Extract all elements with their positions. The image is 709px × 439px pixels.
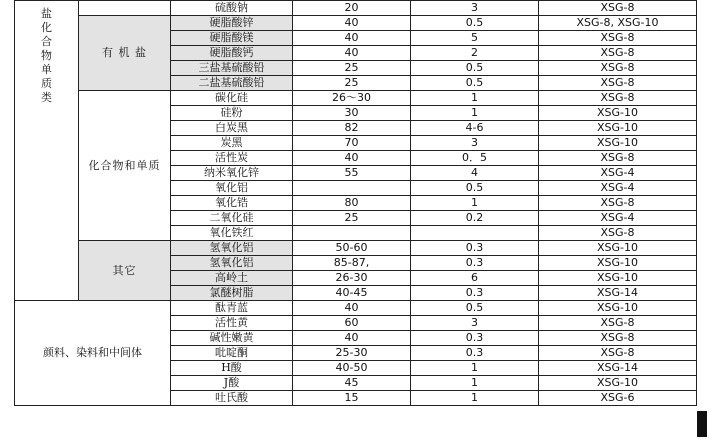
- item-model: XSG-10: [539, 376, 697, 391]
- item-value-1: 25: [293, 211, 411, 226]
- item-name: J酸: [171, 376, 293, 391]
- item-name: 纳米氧化锌: [171, 166, 293, 181]
- item-value-2: 0.2: [411, 211, 539, 226]
- subgroup-other: 其它: [79, 241, 171, 301]
- item-value-2: 3: [411, 1, 539, 16]
- item-value-1: 40: [293, 331, 411, 346]
- item-name: 硫酸钠: [171, 1, 293, 16]
- item-model: XSG-8, XSG-10: [539, 16, 697, 31]
- scan-edge-mark: [697, 411, 707, 437]
- group-cell-salts: [15, 1, 79, 301]
- item-model: XSG-8: [539, 1, 697, 16]
- item-value-2: 6: [411, 271, 539, 286]
- item-name: 吡啶酮: [171, 346, 293, 361]
- item-value-1: 55: [293, 166, 411, 181]
- item-value-1: 70: [293, 136, 411, 151]
- item-model: XSG-6: [539, 391, 697, 406]
- item-value-1: 20: [293, 1, 411, 16]
- item-value-2: 0.3: [411, 331, 539, 346]
- item-value-1: 40: [293, 46, 411, 61]
- item-value-2: 0.5: [411, 181, 539, 196]
- item-model: XSG-10: [539, 136, 697, 151]
- item-value-2: 3: [411, 136, 539, 151]
- item-model: XSG-8: [539, 316, 697, 331]
- item-value-2: 0．5: [411, 151, 539, 166]
- item-value-1: 40: [293, 151, 411, 166]
- item-value-2: 1: [411, 361, 539, 376]
- table-row: [15, 16, 697, 31]
- item-name: H酸: [171, 361, 293, 376]
- item-name: 氧化铁红: [171, 226, 293, 241]
- group-char: 物: [41, 49, 52, 62]
- item-value-1: [293, 226, 411, 241]
- item-value-2: 0.5: [411, 301, 539, 316]
- subgroup-organic-salts: 有 机 盐: [79, 16, 171, 91]
- item-name: 高岭土: [171, 271, 293, 286]
- item-value-2: 1: [411, 196, 539, 211]
- item-model: XSG-8: [539, 91, 697, 106]
- item-model: XSG-10: [539, 106, 697, 121]
- item-value-2: 1: [411, 376, 539, 391]
- item-name: 酞青蓝: [171, 301, 293, 316]
- item-value-2: 0.5: [411, 16, 539, 31]
- item-name: 白炭黑: [171, 121, 293, 136]
- item-value-1: 30: [293, 106, 411, 121]
- item-model: XSG-8: [539, 61, 697, 76]
- group-char: 质: [41, 77, 52, 90]
- item-value-1: 25-30: [293, 346, 411, 361]
- item-value-2: 3: [411, 316, 539, 331]
- item-model: XSG-8: [539, 196, 697, 211]
- item-value-2: 4-6: [411, 121, 539, 136]
- item-value-1: 40-50: [293, 361, 411, 376]
- item-value-2: 5: [411, 31, 539, 46]
- item-value-2: 4: [411, 166, 539, 181]
- item-model: XSG-8: [539, 346, 697, 361]
- item-model: XSG-10: [539, 271, 697, 286]
- item-name: 三盐基硫酸铅: [171, 61, 293, 76]
- item-name: 活性黄: [171, 316, 293, 331]
- item-value-2: 0.3: [411, 241, 539, 256]
- group-char: 单: [41, 63, 52, 76]
- item-model: XSG-4: [539, 211, 697, 226]
- item-value-1: 26～30: [293, 91, 411, 106]
- item-value-1: [293, 181, 411, 196]
- item-model: XSG-8: [539, 226, 697, 241]
- item-model: XSG-8: [539, 76, 697, 91]
- item-model: XSG-4: [539, 166, 697, 181]
- item-model: XSG-8: [539, 331, 697, 346]
- item-name: 吐氏酸: [171, 391, 293, 406]
- item-name: 碱性嫩黄: [171, 331, 293, 346]
- item-model: XSG-4: [539, 181, 697, 196]
- item-model: XSG-8: [539, 31, 697, 46]
- table-row: [15, 241, 697, 256]
- item-name: 活性炭: [171, 151, 293, 166]
- item-name: 硬脂酸锌: [171, 16, 293, 31]
- group-char: 合: [41, 35, 52, 48]
- item-value-1: 25: [293, 61, 411, 76]
- item-value-1: 50-60: [293, 241, 411, 256]
- item-model: XSG-8: [539, 151, 697, 166]
- group-char: 类: [41, 91, 52, 104]
- item-value-2: 1: [411, 106, 539, 121]
- item-value-2: 0.3: [411, 346, 539, 361]
- item-model: XSG-14: [539, 286, 697, 301]
- item-value-1: 25: [293, 76, 411, 91]
- item-name: 硬脂酸镁: [171, 31, 293, 46]
- item-model: XSG-8: [539, 46, 697, 61]
- item-name: 氧化锆: [171, 196, 293, 211]
- item-model: XSG-10: [539, 301, 697, 316]
- group-cell-pigments: 颜料、染料和中间体: [15, 301, 171, 406]
- item-value-1: 15: [293, 391, 411, 406]
- item-value-1: 40: [293, 301, 411, 316]
- item-name: 氯醚树脂: [171, 286, 293, 301]
- item-name: 二氧化硅: [171, 211, 293, 226]
- group-char: 化: [41, 21, 52, 34]
- item-value-1: 40: [293, 16, 411, 31]
- item-name: 氧化铝: [171, 181, 293, 196]
- item-model: XSG-10: [539, 241, 697, 256]
- table-row: [15, 301, 697, 316]
- item-value-1: 40-45: [293, 286, 411, 301]
- item-value-1: 82: [293, 121, 411, 136]
- item-value-2: 1: [411, 391, 539, 406]
- subgroup-cell-blank: [79, 1, 171, 16]
- item-name: 氢氧化铝: [171, 241, 293, 256]
- item-value-2: 0.5: [411, 61, 539, 76]
- data-table: [14, 0, 697, 406]
- item-value-1: 26-30: [293, 271, 411, 286]
- table-row: [15, 91, 697, 106]
- item-name: 硅粉: [171, 106, 293, 121]
- item-value-1: 40: [293, 31, 411, 46]
- item-name: 炭黑: [171, 136, 293, 151]
- item-model: XSG-10: [539, 256, 697, 271]
- item-value-1: 85-87,: [293, 256, 411, 271]
- item-value-2: 1: [411, 91, 539, 106]
- item-name: 硬脂酸钙: [171, 46, 293, 61]
- item-value-2: [411, 226, 539, 241]
- subgroup-compounds: 化合物和单质: [79, 91, 171, 241]
- item-model: XSG-10: [539, 121, 697, 136]
- item-value-1: 45: [293, 376, 411, 391]
- item-value-2: 0.3: [411, 286, 539, 301]
- item-value-1: 80: [293, 196, 411, 211]
- group-char: 盐: [41, 7, 52, 20]
- item-name: 氢氧化铝: [171, 256, 293, 271]
- item-value-2: 0.5: [411, 76, 539, 91]
- item-value-2: 0.3: [411, 256, 539, 271]
- item-name: 二盐基硫酸铅: [171, 76, 293, 91]
- table-row: [15, 1, 697, 16]
- item-model: XSG-14: [539, 361, 697, 376]
- item-value-1: 60: [293, 316, 411, 331]
- item-value-2: 2: [411, 46, 539, 61]
- item-name: 碳化硅: [171, 91, 293, 106]
